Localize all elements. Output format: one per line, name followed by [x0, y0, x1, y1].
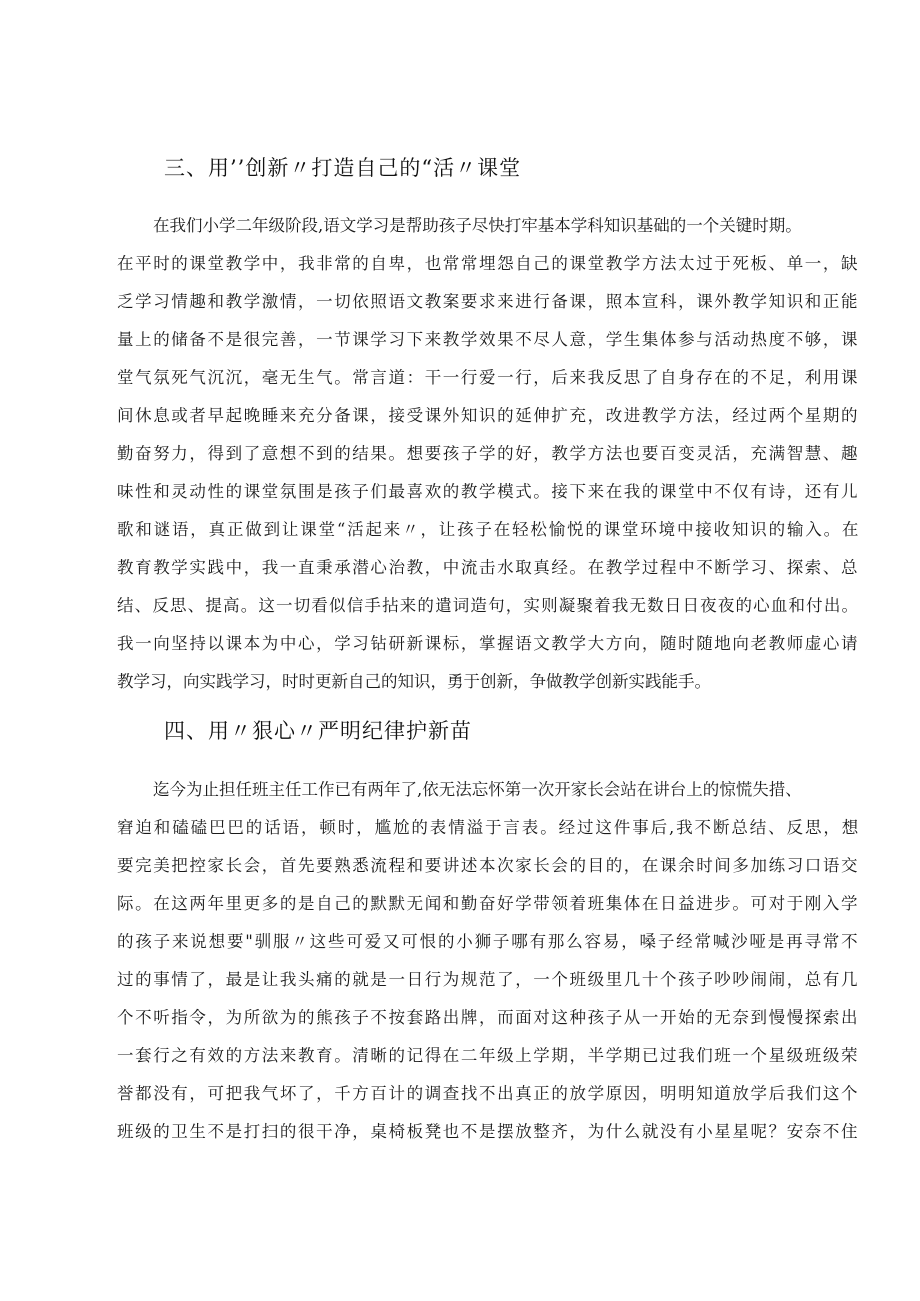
paragraph-line: 乏学习情趣和教学激情，一切依照语文教案要求来进行备课，照本宣科，课外教学知识和正能 — [117, 292, 860, 311]
paragraph-line: 班级的卫生不是打扫的很干净，桌椅板凳也不是摆放整齐，为什么就没有小星星呢？安奈不住 — [117, 1122, 860, 1141]
paragraph-line: 要完美把控家长会，首先要熟悉流程和要讲述本次家长会的目的，在课余时间多加练习口语交 — [117, 856, 860, 875]
paragraph-line: 歌和谜语，真正做到让课堂“活起来〃，让孩子在轻松愉悦的课堂环境中接收知识的输入。在 — [117, 520, 861, 539]
paragraph-line: 我一向坚持以课本为中心，学习钻研新课标，掌握语文教学大方向，随时随地向老教师虚心请 — [117, 634, 860, 653]
paragraph-line: 迄今为止担任班主任工作已有两年了,依无法忘怀第一次开家长会站在讲台上的惊慌失措、 — [153, 780, 802, 799]
paragraph-line: 教学习，向实践学习，时时更新自己的知识，勇于创新，争做教学创新实践能手。 — [117, 672, 711, 691]
paragraph-line: 一套行之有效的方法来教育。清晰的记得在二年级上学期，半学期已过我们班一个星级班级荣 — [117, 1046, 860, 1065]
section-4-heading: 四、用〃狠心〃严明纪律护新苗 — [164, 719, 472, 743]
paragraph-line: 教育教学实践中，我一直秉承潜心治教，中流击水取真经。在教学过程中不断学习、探索、总 — [117, 558, 860, 577]
paragraph-line: 在我们小学二年级阶段,语文学习是帮助孩子尽快打牢基本学科知识基础的一个关键时期。 — [153, 216, 802, 235]
paragraph-line: 在平时的课堂教学中，我非常的自卑，也常常埋怨自己的课堂教学方法太过于死板、单一，缺 — [117, 254, 860, 273]
paragraph-line: 堂气氛死气沉沉，毫无生气。常言道：干一行爱一行，后来我反思了自身存在的不足，利用课 — [117, 368, 860, 387]
section-3-heading: 三、用’’创新〃打造自己的“活〃课堂 — [164, 156, 522, 180]
paragraph-line: 结、反思、提高。这一切看似信手拈来的遣词造句，实则凝聚着我无数日日夜夜的心血和付出。 — [117, 596, 860, 615]
paragraph-line: 间休息或者早起晚睡来充分备课，接受课外知识的延伸扩充，改进教学方法，经过两个星期的 — [117, 406, 860, 425]
paragraph-line: 际。在这两年里更多的是自己的默默无闻和勤奋好学带领着班集体在日益进步。可对于刚入学 — [117, 894, 860, 913]
paragraph-line: 量上的储备不是很完善，一节课学习下来教学效果不尽人意，学生集体参与活动热度不够，课 — [117, 330, 860, 349]
paragraph-line: 味性和灵动性的课堂氛围是孩子们最喜欢的教学模式。接下来在我的课堂中不仅有诗，还有儿 — [117, 482, 860, 501]
paragraph-line: 的孩子来说想要"驯服〃这些可爱又可恨的小狮子哪有那么容易，嗓子经常喊沙哑是再寻常不 — [117, 932, 860, 951]
paragraph-line: 勤奋努力，得到了意想不到的结果。想要孩子学的好，教学方法也要百变灵活，充满智慧、趣 — [117, 444, 860, 463]
paragraph-line: 个不听指令，为所欲为的熊孩子不按套路出牌，而面对这种孩子从一开始的无奈到慢慢探索出 — [117, 1008, 860, 1027]
paragraph-line: 窘迫和磕磕巴巴的话语，顿时，尴尬的表情溢于言表。经过这件事后,我不断总结、反思，想 — [117, 818, 861, 837]
paragraph-line: 过的事情了，最是让我头痛的就是一日行为规范了，一个班级里几十个孩子吵吵闹闹，总有几 — [117, 970, 860, 989]
paragraph-line: 誉都没有，可把我气坏了，千方百计的调查找不出真正的放学原因，明明知道放学后我们这个 — [117, 1084, 860, 1103]
